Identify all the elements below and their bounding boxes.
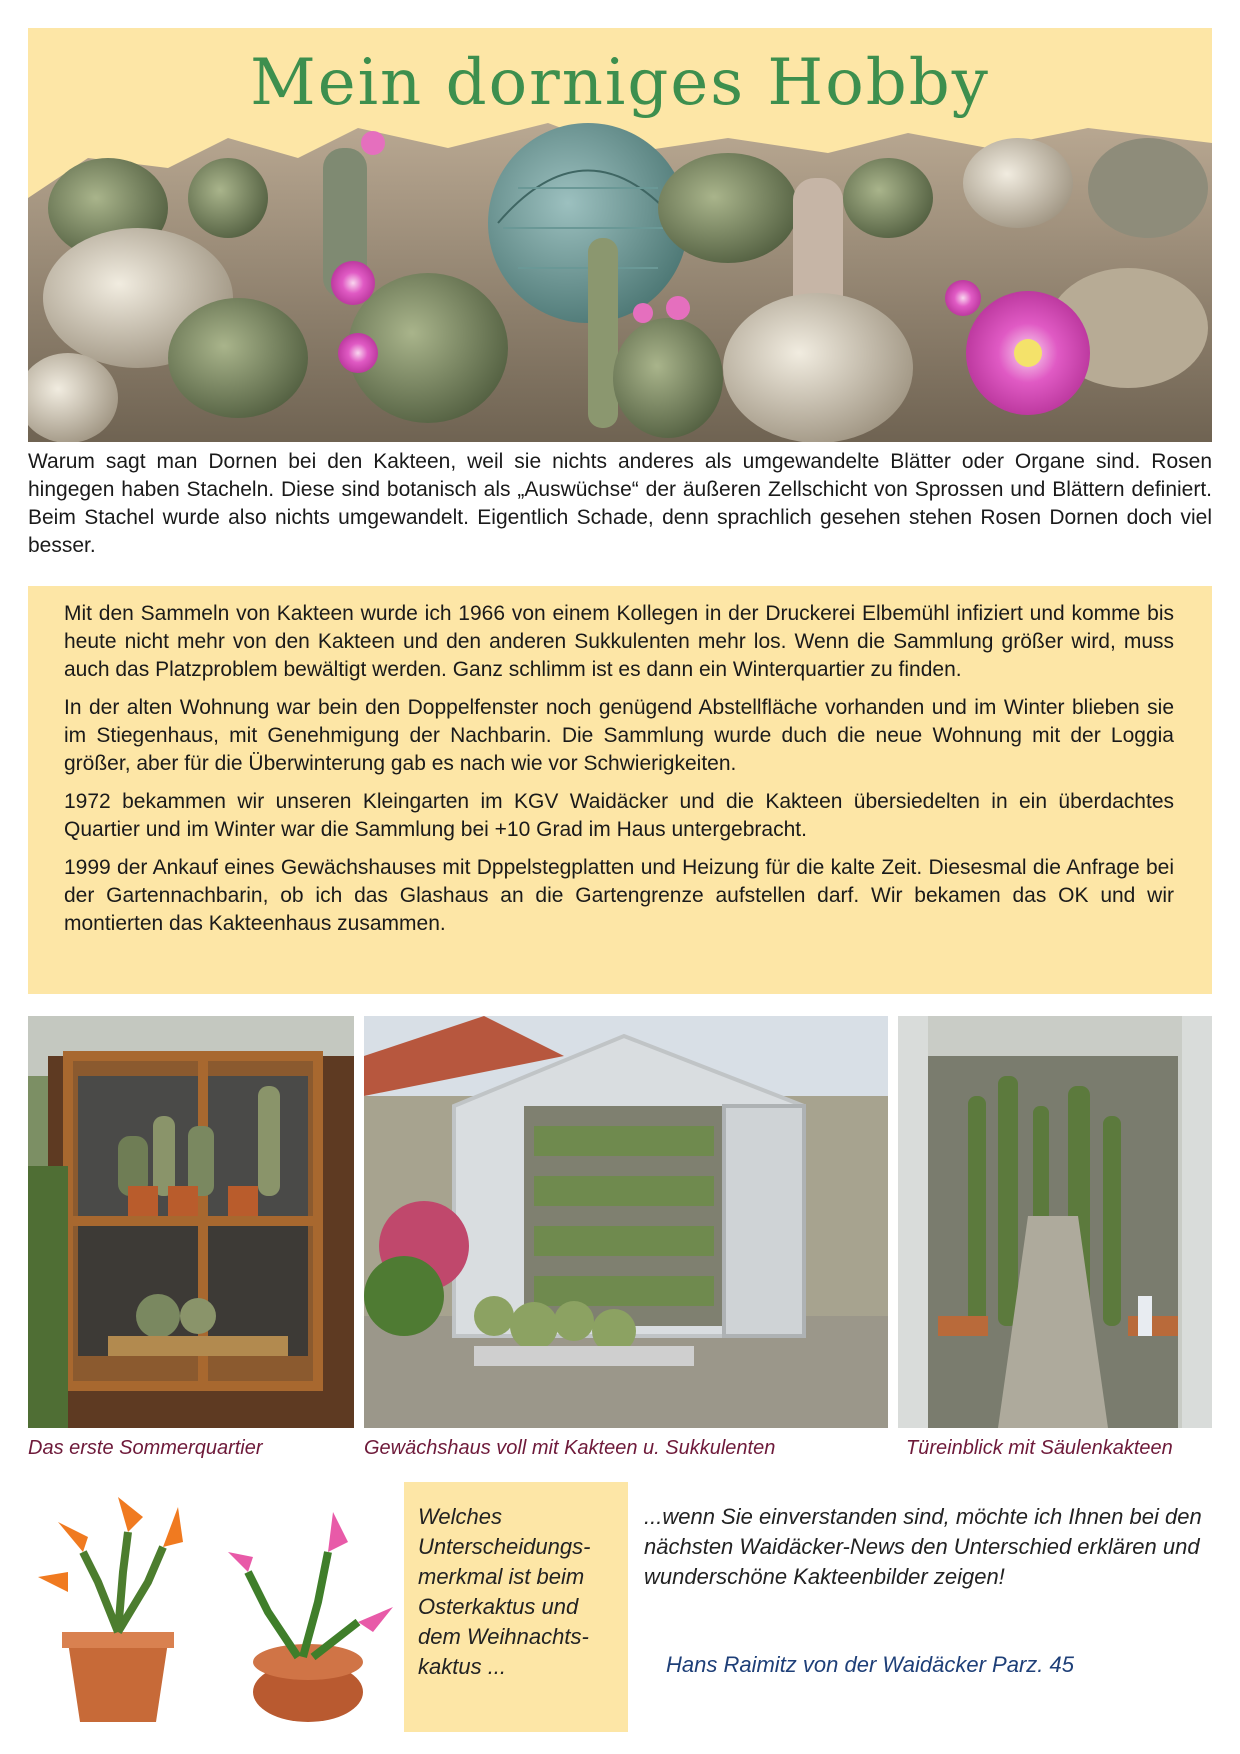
story-paragraph-2: In der alten Wohnung war bein den Doppelfenster noch genügend Abstellfläche vorhanden und im Winter blieben sie im Stiegenhaus, mit Genehmigung der Nachbarin. Die Sammlung wurde duch die neue Wohnung mit der Loggia größer, aber für die Überwinterung gab es nach wie vor Schwierigkeiten.: [64, 696, 1174, 775]
page-title: Mein dorniges Hobby: [250, 46, 990, 120]
cactus-collection-photo: [28, 118, 1212, 442]
story-paragraph-4: 1999 der Ankauf eines Gewächshauses mit Dppelstegplatten und Heizung für die kalte Zeit. Diesesmal die Anfrage bei der Gartennachbarin, ob ich das Glashaus an die Gartengrenze aufstellen darf. Wir bekamen das OK und wir montierten das Kakteenhaus zusammen.: [64, 856, 1174, 935]
closing-text: ...wenn Sie einverstanden sind, möchte ich Ihnen bei den nächsten Waidäcker-News den Unterschied erklären und wunderschöne Kakteenbilder zeigen!: [644, 1504, 1202, 1589]
greenhouse-photo: [364, 1016, 888, 1428]
greenhouse-interior-photo: [898, 1016, 1212, 1428]
author-signature: Hans Raimitz von der Waidäcker Parz. 45: [666, 1652, 1074, 1677]
caption-interior: Türeinblick mit Säulenkakteen: [906, 1437, 1173, 1459]
story-paragraph-1: Mit den Sammeln von Kakteen wurde ich 1966 von einem Kollegen in der Druckerei Elbemühl infiziert und komme bis heute nicht mehr von den Kakteen und den anderen Sukkulenten mehr los. Wenn die Sammlung größer wird, muss auch das Platzproblem bewältigt werden. Ganz schlimm ist es dann ein Winterquartier zu finden.: [64, 602, 1174, 681]
question-text: Welches Unterscheidungs-merkmal ist beim Osterkaktus und dem Weihnachts-kaktus ...: [418, 1504, 591, 1679]
easter-christmas-cactus-photos: [28, 1482, 402, 1732]
summer-quarter-photo: [28, 1016, 354, 1428]
story-paragraph-3: 1972 bekammen wir unseren Kleingarten im KGV Waidäcker und die Kakteen übersiedelten in ein überdachtes Quartier und im Winter war die Sammlung bei +10 Grad im Haus untergebracht.: [64, 790, 1174, 841]
intro-paragraph: Warum sagt man Dornen bei den Kakteen, weil sie nichts anderes als umgewandelte Blätter oder Organe sind. Rosen hingegen haben Stacheln. Diese sind botanisch als „Auswüchse“ der äußeren Zellschicht von Sprossen und Blättern definiert. Beim Stachel wurde also nichts umgewandelt. Eigentlich Schade, denn sprachlich gesehen stehen Rosen Dornen doch viel besser.: [28, 450, 1212, 557]
header-banner: [28, 28, 1212, 442]
caption-summer-quarter: Das erste Sommerquartier: [28, 1437, 263, 1459]
story-box: [28, 586, 1212, 994]
question-box: [404, 1482, 628, 1732]
caption-greenhouse: Gewächshaus voll mit Kakteen u. Sukkulenten: [364, 1437, 776, 1459]
